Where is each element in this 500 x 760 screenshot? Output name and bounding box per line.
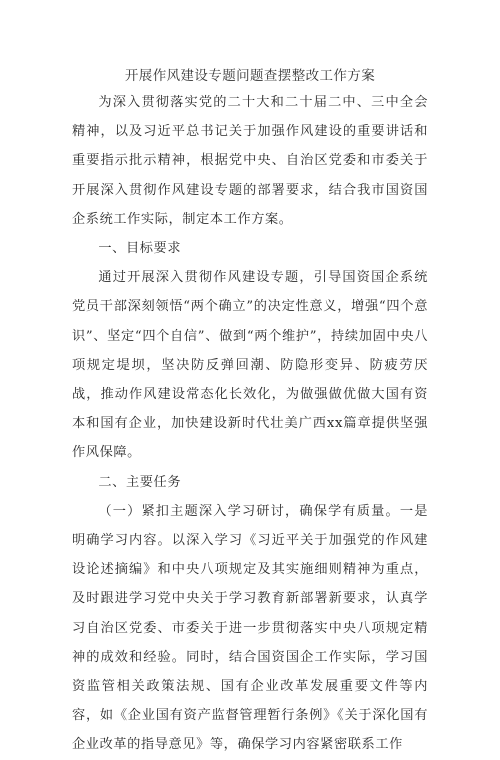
document-body bbox=[72, 88, 428, 760]
section-heading-goals: 一、目标要求 bbox=[98, 241, 182, 257]
section-heading-tasks: 二、主要任务 bbox=[98, 474, 182, 490]
intro-paragraph: 为深入贯彻落实党的二十大和二十届二中、三中全会精神，以及习近平总书记关于加强作风建设的重要讲话和重要指示批示精神，根据党中央、自治区党委和市委关于开展深入贯彻作风建设专题的部署要求，结合我市国资国企系统工作实际，制定本工作方案。 bbox=[72, 95, 428, 227]
goals-paragraph: 通过开展深入贯彻作风建设专题，引导国资国企系统党员干部深刻领悟“两个确立”的决定性意义，增强“四个意识”、坚定“四个自信”、做到“两个维护”，持续加固中央八项规定堤坝，坚决防反弹回潮、防隐形变异、防疲劳厌战，推动作风建设常态化长效化，为做强做优做大国有资本和国有企业，加快建设新时代壮美广西xx篇章提供坚强作风保障。 bbox=[72, 270, 428, 461]
document-title: 开展作风建设专题问题查摆整改工作方案 bbox=[124, 68, 376, 84]
tasks-paragraph: （一）紧扣主题深入学习研讨，确保学有质量。一是明确学习内容。以深入学习《习近平关于加强党的作风建设论述摘编》和中央八项规定及其实施细则精神为重点，及时跟进学习党中央关于学习教育新部署新要求，认真学习自治区党委、市委关于进一步贯彻落实中央八项规定精神的成效和经验。同时，结合国资国企工作实际，学习国资监管相关政策法规、国有企业改革发展重要文件等内容，如《企业国有资产监督管理暂行条例》《关于深化国有企业改革的指导意见》等，确保学习内容紧密联系工作 bbox=[72, 503, 428, 753]
